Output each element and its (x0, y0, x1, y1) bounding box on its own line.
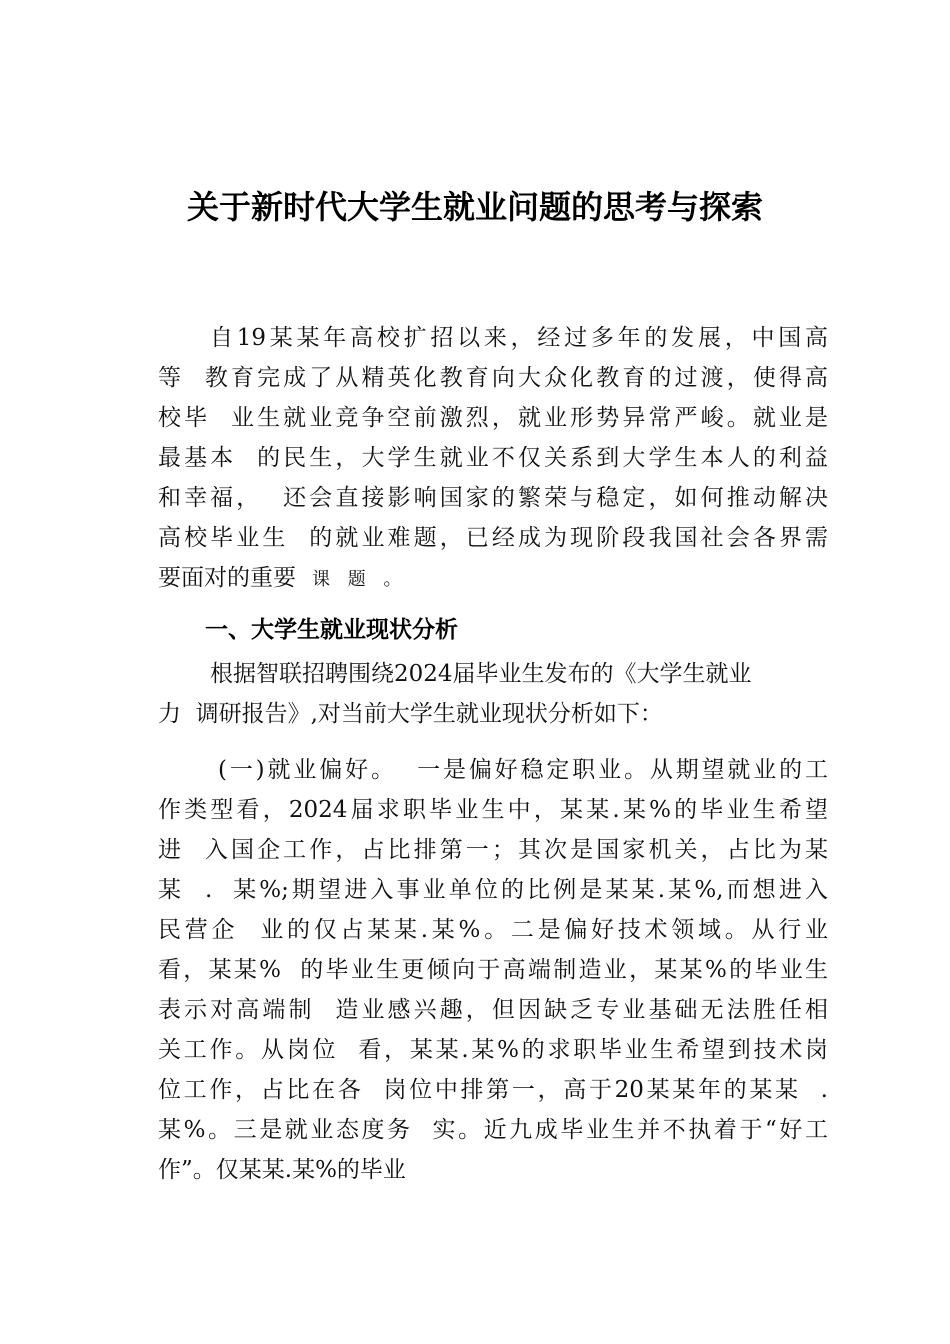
intro-line-7 (158, 558, 407, 598)
intro-line-6: 高校毕业生 的就业难题，已经成为现阶段我国社会各界需 (158, 525, 828, 551)
subsection1-line-10: 某%。三是就业态度务 实。近九成毕业生并不执着于“好工 (158, 1117, 828, 1143)
subsection1-line-2: 作类型看，2024届求职毕业生中，某某.某%的毕业生希望 (158, 797, 828, 823)
intro-line-7-text: 要面对的重要 (158, 565, 296, 591)
intro-line-3: 校毕 业生就业竞争空前激烈，就业形势异常严峻。就业是 (158, 405, 828, 431)
section1-line-2: 力 调研报告》,对当前大学生就业现状分析如下： (158, 701, 663, 727)
section1-line-1: 根据智联招聘围绕2024届毕业生发布的《大学生就业 (210, 661, 752, 687)
subsection1-line-9: 位工作，占比在各 岗位中排第一，高于20某某年的某某 . (158, 1077, 828, 1103)
subsection1-line-8: 关工作。从岗位 看，某某.某%的求职毕业生希望到技术岗 (158, 1037, 828, 1063)
intro-line-5: 和幸福， 还会直接影响国家的繁荣与稳定，如何推动解决 (158, 485, 828, 511)
subsection1-line-11: 作”。仅某某.某%的毕业 (158, 1157, 406, 1183)
subsection1-line-1: (一)就业偏好。 一是偏好稳定职业。从期望就业的工 (218, 757, 828, 783)
subsection1-line-5: 民营企 业的仅占某某.某%。二是偏好技术领域。从行业 (158, 917, 828, 943)
section-heading: 一、大学生就业现状分析 (205, 617, 458, 643)
intro-line-4: 最基本 的民生，大学生就业不仅关系到大学生本人的利益 (158, 445, 828, 471)
subsection1-line-6: 看，某某% 的毕业生更倾向于高端制造业，某某%的毕业生 (158, 957, 828, 983)
intro-line-7-tail: 课 题 。 (312, 569, 408, 590)
document-title: 关于新时代大学生就业问题的思考与探索 (186, 188, 763, 226)
subsection1-line-7: 表示对高端制 造业感兴趣，但因缺乏专业基础无法胜任相 (158, 997, 828, 1023)
intro-line-1: 自19某某年高校扩招以来，经过多年的发展，中国高 (210, 325, 828, 351)
subsection1-line-4: 某 . 某%;期望进入事业单位的比例是某某.某%,而想进入 (158, 877, 828, 903)
intro-line-2: 等 教育完成了从精英化教育向大众化教育的过渡，使得高 (158, 365, 828, 391)
subsection1-line-3: 进 入国企工作，占比排第一；其次是国家机关，占比为某 (158, 837, 828, 863)
